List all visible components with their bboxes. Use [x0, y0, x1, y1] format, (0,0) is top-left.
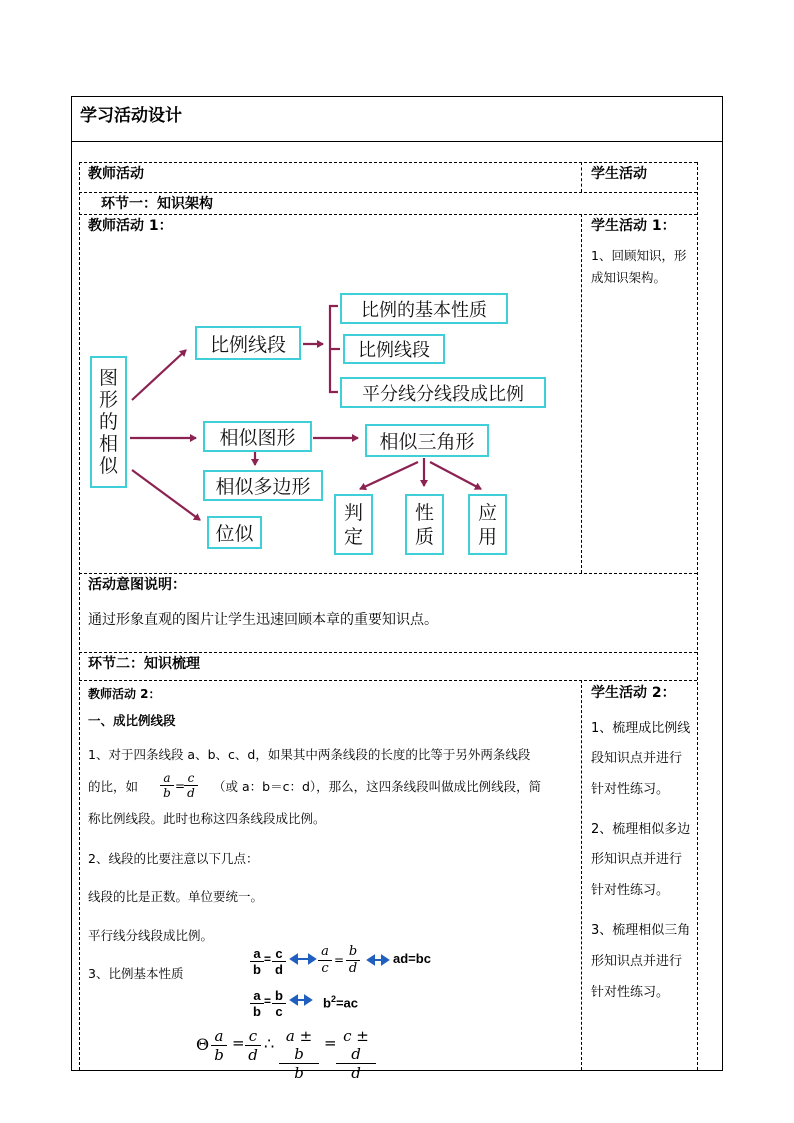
eq-sign: = — [264, 952, 272, 966]
node-bili: 比例线段 — [195, 326, 301, 360]
student2-line: 段知识点并进行 — [591, 751, 683, 766]
bottom-frac-cpd — [336, 1027, 376, 1082]
node-char: 用 — [477, 525, 497, 548]
stage2-title: 环节二：知识梳理 — [88, 656, 200, 672]
therefore-symbol: ∴ — [264, 1034, 275, 1053]
frac-den: d — [346, 960, 360, 977]
frac-num: c — [275, 946, 283, 961]
node-jiben: 比例的基本性质 — [340, 293, 508, 324]
frac-den: d — [272, 961, 286, 977]
eq-sign: = — [324, 1034, 337, 1052]
frac-den: b — [211, 1045, 227, 1064]
node-weisi: 位似 — [207, 516, 262, 549]
paragraph2: 2、线段的比要注意以下几点： — [88, 851, 259, 866]
student2-line: 针对性练习。 — [591, 782, 670, 797]
frac-den: d — [336, 1063, 376, 1082]
eq-sign: = — [232, 1034, 245, 1052]
node-root-char: 形 — [98, 389, 118, 411]
node-duobian: 相似多边形 — [203, 470, 323, 501]
node-char: 质 — [414, 525, 434, 548]
frac-den: b — [160, 785, 174, 800]
node-bili2: 比例线段 — [343, 334, 445, 364]
node-char: 性 — [414, 501, 434, 524]
formula-rest: =ac — [335, 995, 359, 1011]
node-char: 定 — [343, 525, 363, 548]
node-root-char: 图 — [98, 367, 118, 389]
paragraph1-line3: 称比例线段。此时也称这四条线段成比例。 — [88, 811, 326, 826]
frac-num: c — [248, 1027, 258, 1045]
node-char: 应 — [477, 501, 497, 524]
frac-num: a ± b — [285, 1027, 313, 1063]
teacher-activity2-label: 教师活动 2： — [88, 687, 161, 701]
frac-den: d — [184, 785, 198, 800]
node-char: 判 — [343, 501, 363, 524]
frac-den: d — [245, 1045, 261, 1064]
section1-heading: 一、成比例线段 — [88, 713, 176, 728]
frac-num: b — [348, 944, 358, 959]
frac-num: a — [214, 1027, 224, 1045]
frac-num: a — [253, 988, 261, 1003]
frac-den: b — [250, 961, 264, 977]
student2-line: 1、梳理成比例线 — [591, 721, 691, 736]
student2-line: 2、梳理相似多边 — [591, 822, 691, 837]
student2-line: 针对性练习。 — [591, 985, 670, 1000]
page-title: 学习活动设计 — [80, 106, 182, 126]
paragraph3: 线段的比是正数。单位要统一。 — [88, 889, 264, 904]
stage1-title: 环节一：知识架构 — [101, 196, 213, 212]
formula-b: b — [323, 995, 331, 1011]
frac-num: b — [275, 988, 283, 1003]
bottom-frac-cd — [245, 1027, 261, 1064]
double-arrow-icon — [291, 955, 315, 963]
eq-sign: = — [264, 994, 272, 1008]
col-student-header: 学生活动 — [591, 166, 647, 182]
col-teacher-header: 教师活动 — [88, 166, 144, 182]
frac-den: b — [250, 1003, 264, 1019]
student1-line: 1、回顾知识，形 — [591, 248, 687, 263]
paragraph4: 平行线分线段成比例。 — [88, 928, 214, 943]
paragraph1-line1: 1、对于四条线段 a、b、c、d，如果其中两条线段的长度的比等于另外两条线段 — [88, 747, 531, 762]
bottom-frac-ab — [211, 1027, 227, 1064]
intent-text: 通过形象直观的图片让学生迅速回顾本章的重要知识点。 — [88, 612, 438, 628]
student2-line: 形知识点并进行 — [591, 954, 683, 969]
frac-num: c ± d — [343, 1027, 369, 1063]
paragraph5: 3、比例基本性质 — [88, 966, 184, 981]
frac-den: c — [318, 960, 332, 977]
node-sanjiao: 相似三角形 — [365, 424, 489, 457]
double-arrow-icon — [291, 996, 311, 1004]
bottom-frac-apb — [279, 1027, 319, 1082]
formula-ad-bc: ad=bc — [393, 951, 431, 966]
student2-line: 形知识点并进行 — [591, 852, 683, 867]
eq-sign: = — [175, 779, 186, 793]
because-symbol: Θ — [196, 1035, 210, 1054]
student2-line: 针对性练习。 — [591, 883, 670, 898]
formula-sup: 2 — [330, 994, 336, 1004]
frac-num: a — [321, 944, 329, 959]
node-root-char: 的 — [98, 411, 118, 433]
student-activity1-label: 学生活动 1： — [591, 218, 676, 234]
student1-line: 成知识架构。 — [591, 270, 667, 285]
node-root-char: 似 — [98, 455, 118, 477]
frac-den: b — [279, 1063, 319, 1082]
frac-den: c — [272, 1003, 286, 1019]
double-arrow-icon — [368, 956, 388, 964]
node-root-char: 相 — [98, 433, 118, 455]
paragraph1-line2b: （或 a：b＝c：d），那么，这四条线段叫做成比例线段，简 — [213, 779, 542, 794]
student-activity2-label: 学生活动 2： — [591, 685, 676, 701]
student2-line: 3、梳理相似三角 — [591, 923, 691, 938]
teacher-activity1-label: 教师活动 1： — [88, 218, 173, 234]
frac-num: a — [163, 771, 171, 785]
frac-num: a — [253, 946, 261, 961]
node-pingfen: 平分线分线段成比例 — [340, 377, 546, 408]
eq-sign: = — [334, 953, 345, 967]
frac-num: c — [187, 771, 195, 785]
paragraph1-line2a: 的比，如 — [88, 779, 139, 794]
intent-title: 活动意图说明： — [88, 577, 186, 593]
node-xiangsi: 相似图形 — [203, 421, 312, 452]
